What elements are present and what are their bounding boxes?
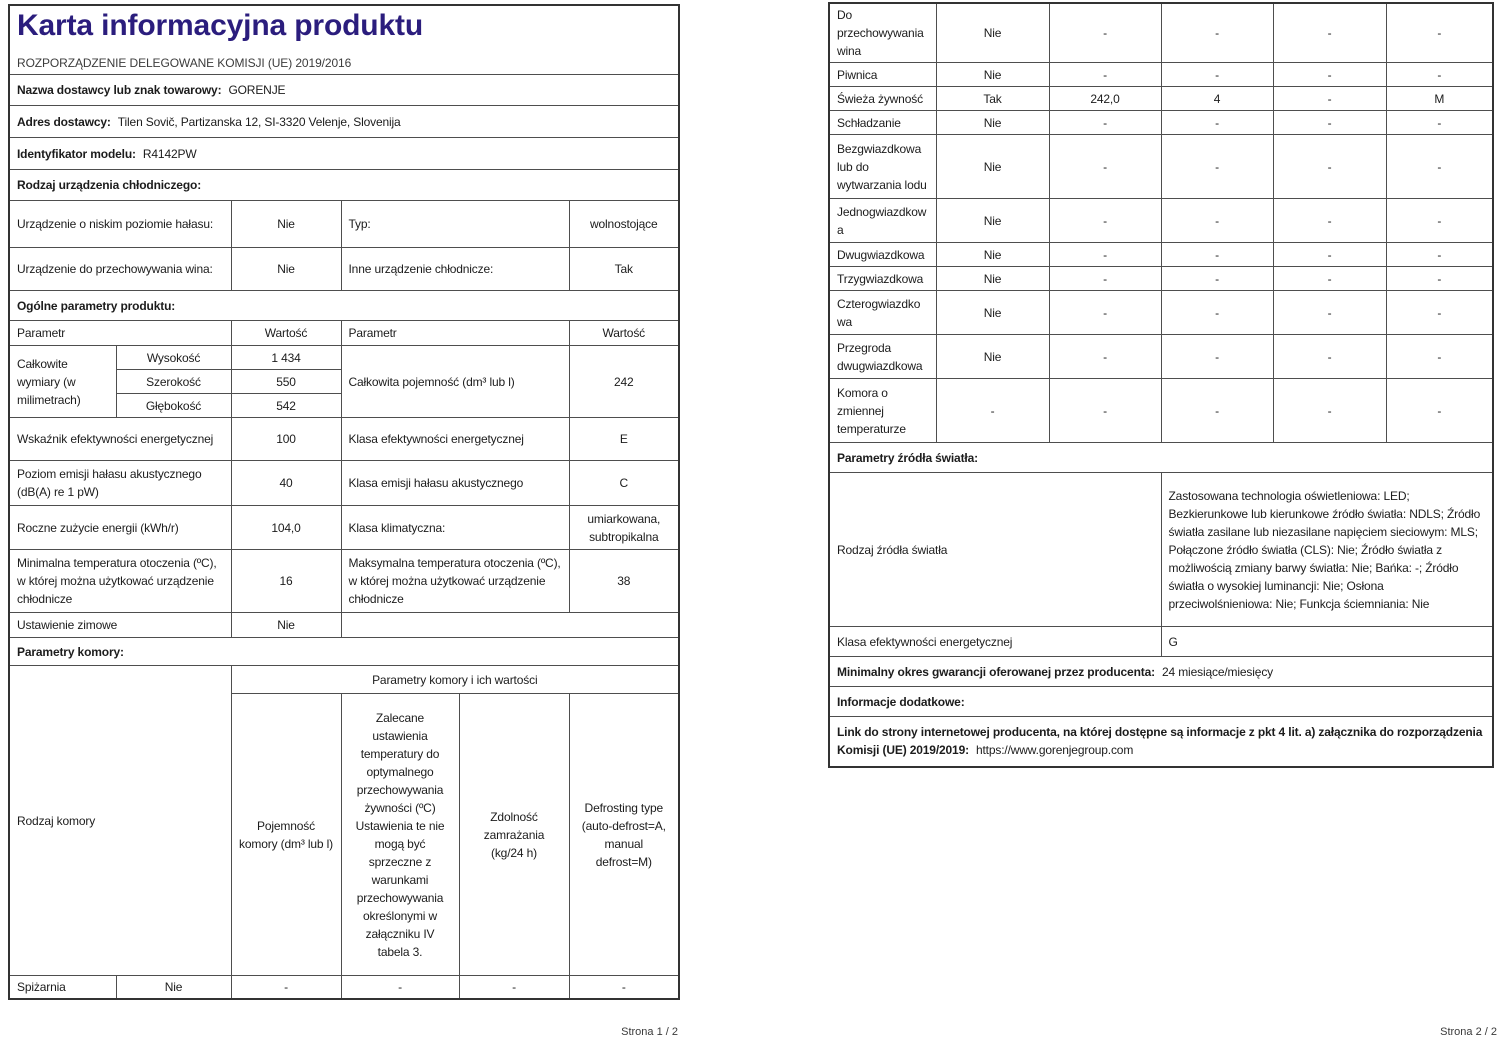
chamber-value-cell: - xyxy=(1161,379,1273,443)
param-value-cell: Nie xyxy=(231,613,341,638)
param-value-cell: wolnostojące xyxy=(569,201,679,248)
table-row xyxy=(829,111,1493,135)
param-value-cell: 242 xyxy=(569,346,679,418)
column-header: Parametr xyxy=(341,321,569,346)
chamber-group-header: Parametry komory i ich wartości xyxy=(231,666,679,694)
table-row xyxy=(829,63,1493,87)
chamber-column-header: Zdolność zamrażania (kg/24 h) xyxy=(459,694,569,976)
column-header: Wartość xyxy=(569,321,679,346)
address-row xyxy=(9,106,679,138)
model-value: R4142PW xyxy=(142,146,197,161)
chamber-value-cell: Nie xyxy=(936,63,1049,87)
param-value-cell: 16 xyxy=(231,550,341,613)
page-1 xyxy=(8,4,678,1000)
param-label-cell: Klasa emisji hałasu akustycznego xyxy=(341,461,569,506)
chamber-value-cell: 242,0 xyxy=(1049,87,1161,111)
param-label-cell: Ustawienie zimowe xyxy=(9,613,231,638)
dimension-name-cell: Szerokość xyxy=(116,370,231,394)
chamber-value-cell: - xyxy=(936,379,1049,443)
section-heading-row xyxy=(9,291,679,321)
supplier-label: Nazwa dostawcy lub znak towarowy: xyxy=(17,83,222,97)
regulation-reference: ROZPORZĄDZENIE DELEGOWANE KOMISJI (UE) 2019/2016 xyxy=(17,56,352,70)
dimension-name-cell: Głębokość xyxy=(116,394,231,418)
address-cell xyxy=(9,106,679,138)
table-row xyxy=(9,613,679,638)
chamber-value-cell: - xyxy=(1161,199,1273,243)
chamber-name-cell: Czterogwiazdkowa xyxy=(829,291,936,335)
param-label-cell: Urządzenie o niskim poziomie hałasu: xyxy=(9,201,231,248)
chamber-value-cell: - xyxy=(1161,291,1273,335)
section-heading-row xyxy=(9,170,679,201)
additional-info-heading: Informacje dodatkowe: xyxy=(829,687,1493,717)
param-label-cell: Minimalna temperatura otoczenia (ºC), w której można użytkować urządzenie chłodnicze xyxy=(9,550,231,613)
dimension-value-cell: 542 xyxy=(231,394,341,418)
param-label-cell: Urządzenie do przechowywania wina: xyxy=(9,248,231,291)
chamber-value-cell: - xyxy=(1386,243,1493,267)
producer-link-label: Link do strony internetowej producenta, na której dostępne są informacje z pkt 4 lit. a) załącznika do rozporządzenia Komisji (UE) 2019/2019: xyxy=(837,725,1483,758)
chamber-value-cell: - xyxy=(1161,335,1273,379)
chamber-name-cell: Do przechowywania wina xyxy=(829,3,936,63)
chamber-value-cell: - xyxy=(1386,135,1493,199)
param-label-cell: Roczne zużycie energii (kWh/r) xyxy=(9,506,231,550)
chamber-header-row xyxy=(9,666,679,694)
chamber-value-cell: - xyxy=(231,976,341,1000)
chamber-value-cell: - xyxy=(1273,87,1386,111)
model-cell xyxy=(9,138,679,170)
chamber-value-cell: - xyxy=(1161,111,1273,135)
param-value-cell: Nie xyxy=(231,201,341,248)
chamber-value-cell: Nie xyxy=(936,267,1049,291)
param-label-cell: Wskaźnik efektywności energetycznej xyxy=(9,418,231,461)
chamber-column-header: Defrosting type (auto-defrost=A, manual defrost=M) xyxy=(569,694,679,976)
chamber-value-cell: - xyxy=(1161,243,1273,267)
table-row xyxy=(829,291,1493,335)
chamber-name-cell: Przegroda dwugwiazdkowa xyxy=(829,335,936,379)
table-row xyxy=(9,550,679,613)
chamber-value-cell: Nie xyxy=(116,976,231,1000)
page-2 xyxy=(828,2,1492,768)
title-cell xyxy=(9,5,679,75)
address-value: Tilen Sovič, Partizanska 12, SI-3320 Velenje, Slovenija xyxy=(117,114,401,129)
light-section-heading: Parametry źródła światła: xyxy=(829,443,1493,473)
chamber-value-cell: - xyxy=(1049,199,1161,243)
chamber-value-cell: Nie xyxy=(936,335,1049,379)
chamber-value-cell: - xyxy=(1386,3,1493,63)
param-label-cell: Inne urządzenie chłodnicze: xyxy=(341,248,569,291)
chamber-name-cell: Dwugwiazdkowa xyxy=(829,243,936,267)
dimension-name-cell: Wysokość xyxy=(116,346,231,370)
chamber-value-cell: - xyxy=(1049,267,1161,291)
param-label-cell: Maksymalna temperatura otoczenia (ºC), w której można użytkować urządzenie chłodnicze xyxy=(341,550,569,613)
chamber-name-cell: Schładzanie xyxy=(829,111,936,135)
page-1-footer: Strona 1 / 2 xyxy=(621,1026,678,1038)
address-label: Adres dostawcy: xyxy=(17,114,111,129)
warranty-label: Minimalny okres gwarancji oferowanej przez producenta: xyxy=(837,664,1155,679)
chamber-value-cell: - xyxy=(569,976,679,1000)
table-row xyxy=(829,335,1493,379)
chamber-value-cell: Nie xyxy=(936,3,1049,63)
chamber-value-cell: - xyxy=(1049,111,1161,135)
chamber-value-cell: - xyxy=(1273,135,1386,199)
chamber-name-cell: Komora o zmiennej temperaturze xyxy=(829,379,936,443)
section-heading-row xyxy=(9,638,679,666)
type-section-heading: Rodzaj urządzenia chłodniczego: xyxy=(9,170,679,201)
table-row xyxy=(829,627,1493,657)
chamber-value-cell: Nie xyxy=(936,199,1049,243)
chamber-value-cell: - xyxy=(1386,63,1493,87)
chamber-value-cell: 4 xyxy=(1161,87,1273,111)
chamber-column-header: Pojemność komory (dm³ lub l) xyxy=(231,694,341,976)
chamber-value-cell: - xyxy=(1386,267,1493,291)
light-type-label-cell: Rodzaj źródła światła xyxy=(829,473,1161,627)
chamber-value-cell: - xyxy=(1273,63,1386,87)
chamber-value-cell: - xyxy=(1161,135,1273,199)
param-value-cell: Tak xyxy=(569,248,679,291)
param-label-cell: Klasa klimatyczna: xyxy=(341,506,569,550)
param-value-cell: 100 xyxy=(231,418,341,461)
warranty-value: 24 miesiące/miesięcy xyxy=(1161,664,1274,679)
link-row xyxy=(829,717,1493,767)
chamber-value-cell: - xyxy=(341,976,459,1000)
chamber-name-cell: Trzygwiazdkowa xyxy=(829,267,936,291)
table-row xyxy=(9,461,679,506)
supplier-value: GORENJE xyxy=(228,83,286,97)
param-label-cell: Typ: xyxy=(341,201,569,248)
chamber-value-cell: - xyxy=(1049,243,1161,267)
general-section-heading: Ogólne parametry produktu: xyxy=(9,291,679,321)
param-label-cell: Poziom emisji hałasu akustycznego (dB(A) re 1 pW) xyxy=(9,461,231,506)
chamber-value-cell: - xyxy=(1273,3,1386,63)
light-class-label-cell: Klasa efektywności energetycznej xyxy=(829,627,1161,657)
producer-link-cell xyxy=(829,717,1493,767)
chamber-column-header: Zalecane ustawienia temperatury do optymalnego przechowywania żywności (ºC) Ustawienia te nie mogą być sprzeczne z warunkami przechowywania określonymi w załączniku IV tabela 3. xyxy=(341,694,459,976)
chamber-value-cell: - xyxy=(1273,335,1386,379)
page-2-table xyxy=(828,2,1494,768)
chamber-section-heading: Parametry komory: xyxy=(9,638,679,666)
supplier-row xyxy=(9,75,679,106)
table-row xyxy=(9,506,679,550)
table-row xyxy=(829,87,1493,111)
chamber-value-cell: - xyxy=(1386,335,1493,379)
producer-link-url: https://www.gorenjegroup.com xyxy=(975,743,1134,758)
supplier-cell xyxy=(9,75,679,106)
table-row xyxy=(9,418,679,461)
chamber-value-cell: - xyxy=(1161,3,1273,63)
page-1-table xyxy=(8,4,680,1000)
chamber-value-cell: - xyxy=(1273,267,1386,291)
chamber-value-cell: - xyxy=(1273,243,1386,267)
chamber-value-cell: Nie xyxy=(936,243,1049,267)
column-header-row xyxy=(9,321,679,346)
chamber-name-cell: Jednogwiazdkowa xyxy=(829,199,936,243)
column-header: Wartość xyxy=(231,321,341,346)
warranty-cell xyxy=(829,657,1493,687)
section-heading-row xyxy=(829,443,1493,473)
chamber-value-cell: Nie xyxy=(936,291,1049,335)
table-row xyxy=(9,248,679,291)
table-row xyxy=(829,267,1493,291)
chamber-value-cell: - xyxy=(1273,379,1386,443)
chamber-value-cell: M xyxy=(1386,87,1493,111)
light-class-value-cell: G xyxy=(1161,627,1493,657)
table-row xyxy=(829,473,1493,627)
chamber-value-cell: - xyxy=(1049,379,1161,443)
title-row xyxy=(9,5,679,75)
table-row xyxy=(829,243,1493,267)
chamber-value-cell: - xyxy=(1386,111,1493,135)
page-2-footer: Strona 2 / 2 xyxy=(1440,1026,1497,1038)
param-value-cell: Nie xyxy=(231,248,341,291)
chamber-name-cell: Piwnica xyxy=(829,63,936,87)
table-row xyxy=(9,201,679,248)
chamber-value-cell: - xyxy=(1049,3,1161,63)
warranty-row xyxy=(829,657,1493,687)
table-row xyxy=(829,135,1493,199)
table-row xyxy=(829,3,1493,63)
chamber-value-cell: - xyxy=(1049,135,1161,199)
dimension-value-cell: 1 434 xyxy=(231,346,341,370)
param-value-cell: C xyxy=(569,461,679,506)
chamber-name-cell: Bezgwiazdkowa lub do wytwarzania lodu xyxy=(829,135,936,199)
chamber-name-cell: Spiżarnia xyxy=(9,976,116,1000)
dimension-value-cell: 550 xyxy=(231,370,341,394)
light-type-value-cell: Zastosowana technologia oświetleniowa: LED; Bezkierunkowe lub kierunkowe źródło światła: NDLS; Źródło światła zasilane lub niezasilane napięciem sieciowym: MLS; Połączone źródło światła (CLS): Nie; Źródło światła z możliwością zmiany barwy światła: Nie; Bańka: -; Źródło światła o wysokiej luminancji: Nie; Osłona przeciwolśnieniowa: Nie; Funkcja ściemniania: Nie xyxy=(1161,473,1493,627)
table-row xyxy=(9,976,679,1000)
param-value-cell: 40 xyxy=(231,461,341,506)
chamber-value-cell: - xyxy=(1386,379,1493,443)
empty-cell xyxy=(341,613,679,638)
table-row xyxy=(829,199,1493,243)
model-label: Identyfikator modelu: xyxy=(17,146,136,161)
chamber-value-cell: - xyxy=(1161,267,1273,291)
table-row xyxy=(9,346,679,370)
section-heading-row xyxy=(829,687,1493,717)
chamber-value-cell: - xyxy=(1161,63,1273,87)
chamber-value-cell: Tak xyxy=(936,87,1049,111)
model-row xyxy=(9,138,679,170)
param-value-cell: 104,0 xyxy=(231,506,341,550)
chamber-value-cell: - xyxy=(1273,111,1386,135)
dimensions-label-cell: Całkowite wymiary (w milimetrach) xyxy=(9,346,116,418)
chamber-value-cell: - xyxy=(1386,291,1493,335)
param-label-cell: Całkowita pojemność (dm³ lub l) xyxy=(341,346,569,418)
document-title: Karta informacyjna produktu xyxy=(17,9,424,42)
param-label-cell: Klasa efektywności energetycznej xyxy=(341,418,569,461)
param-value-cell: 38 xyxy=(569,550,679,613)
param-value-cell: umiarkowana, subtropikalna xyxy=(569,506,679,550)
chamber-value-cell: - xyxy=(1273,291,1386,335)
chamber-value-cell: - xyxy=(1273,199,1386,243)
chamber-value-cell: Nie xyxy=(936,111,1049,135)
chamber-value-cell: - xyxy=(459,976,569,1000)
table-row xyxy=(829,379,1493,443)
chamber-name-cell: Świeża żywność xyxy=(829,87,936,111)
chamber-row-header: Rodzaj komory xyxy=(9,666,231,976)
chamber-value-cell: - xyxy=(1049,335,1161,379)
chamber-value-cell: - xyxy=(1386,199,1493,243)
param-value-cell: E xyxy=(569,418,679,461)
column-header: Parametr xyxy=(9,321,231,346)
chamber-value-cell: - xyxy=(1049,291,1161,335)
chamber-value-cell: - xyxy=(1049,63,1161,87)
chamber-value-cell: Nie xyxy=(936,135,1049,199)
